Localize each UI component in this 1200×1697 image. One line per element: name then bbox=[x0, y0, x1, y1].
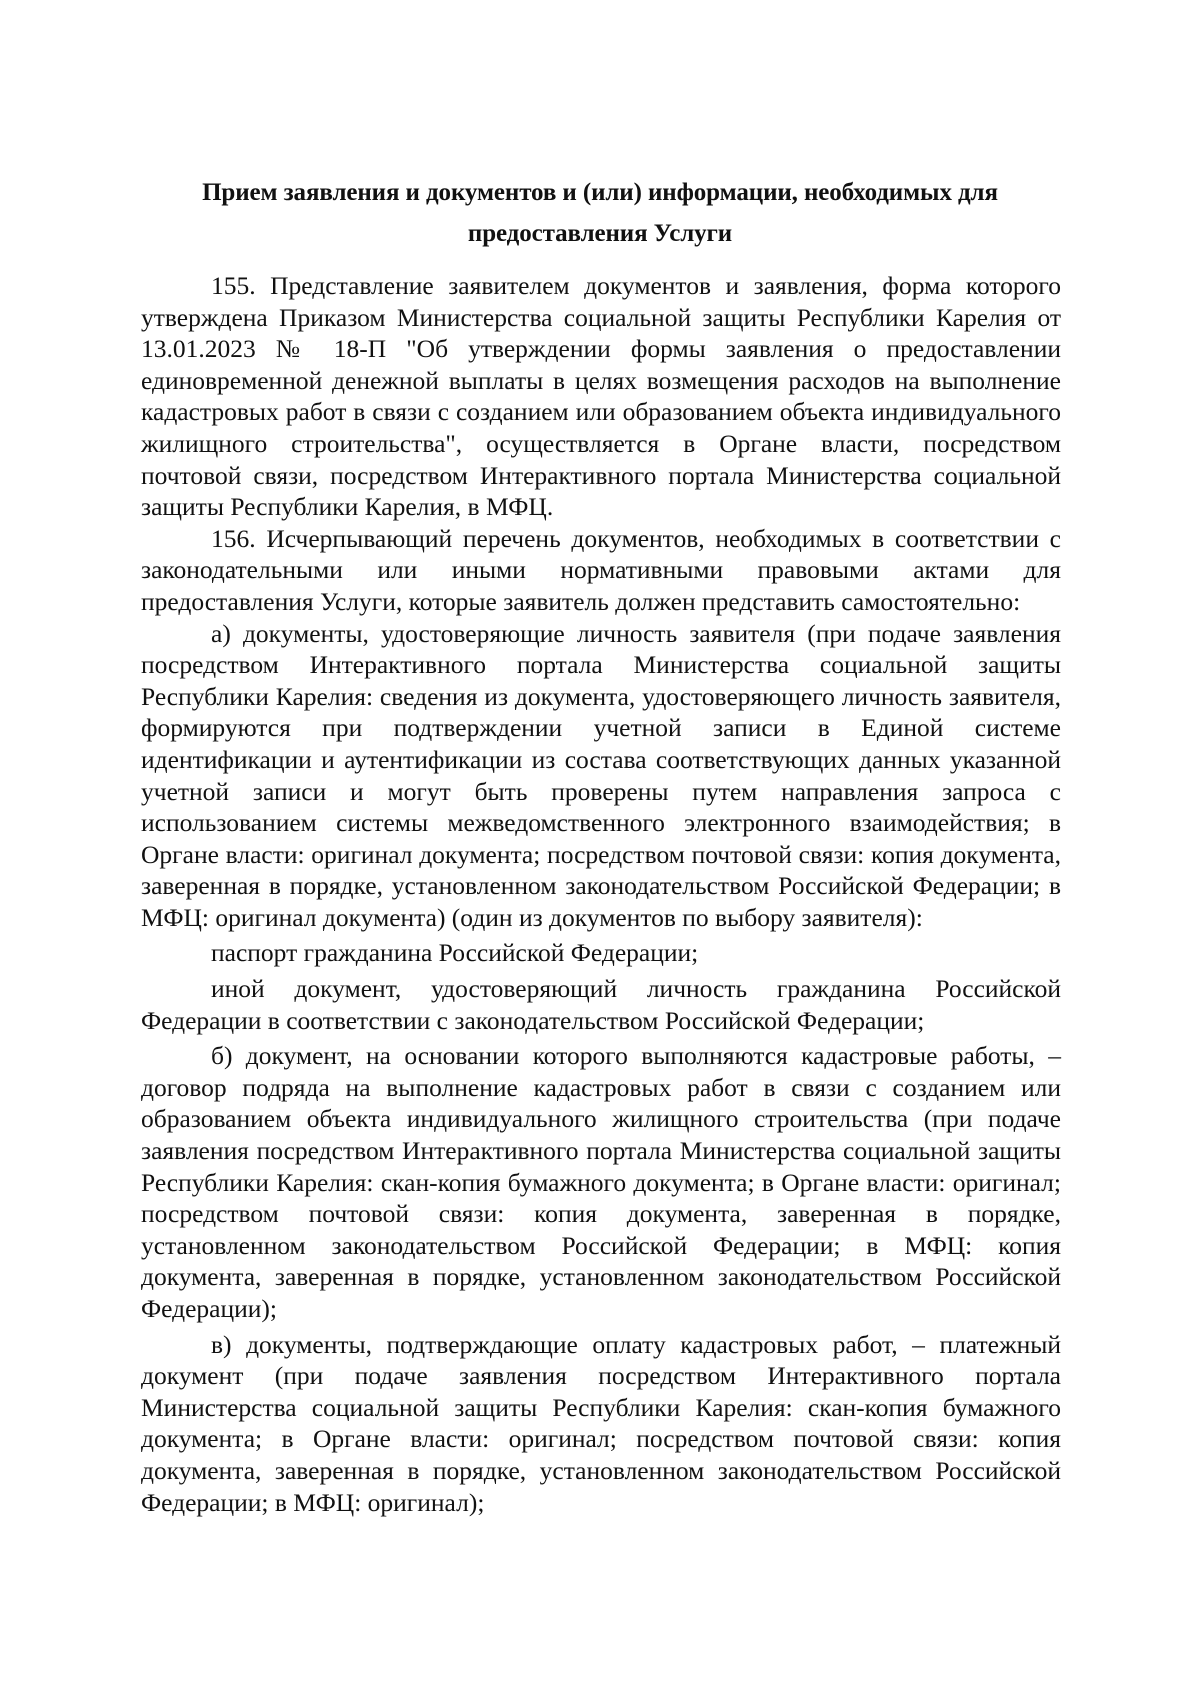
paragraph-155: 155. Представление заявителем документов и заявления, форма которого утверждена Приказом Министерства социальной защиты Республики Карелия от 13.01.2023 № 18-П "Об утверждении формы заявления о предоставлении единовременной денежной выплаты в целях возмещения расходов на выполнение кадастровых работ в связи с созданием или образованием объекта индивидуального жилищного строительства", осуществляется в Органе власти, посредством почтовой связи, посредством Интерактивного портала Министерства социальной защиты Республики Карелия, в МФЦ. bbox=[141, 271, 1061, 522]
list-item-v: в) документы, подтверждающие оплату кадастровых работ, – платежный документ (при подаче заявления посредством Интерактивного портала Министерства социальной защиты Республики Карелия: скан-копия бумажного документа; в Органе власти: оригинал; посредством почтовой связи: копия документа, заверенная в порядке, установленном законодательством Российской Федерации; в МФЦ: оригинал); bbox=[141, 1329, 1061, 1517]
document-body bbox=[141, 270, 1061, 1518]
list-item-a: а) документы, удостоверяющие личность заявителя (при подаче заявления посредством Интерактивного портала Министерства социальной защиты Республики Карелия: сведения из документа, удостоверяющего личность заявителя, формируются при подтверждении учетной записи в Единой системе идентификации и аутентификации из состава соответствующих данных указанной учетной записи и могут быть проверены путем направления запроса с использованием системы межведомственного электронного взаимодействия; в Органе власти: оригинал документа; посредством почтовой связи: копия документа, заверенная в порядке, установленном законодательством Российской Федерации; в МФЦ: оригинал документа) (один из документов по выбору заявителя): bbox=[141, 618, 1061, 932]
paragraph-156: 156. Исчерпывающий перечень документов, необходимых в соответствии с законодательными или иными нормативными правовыми актами для предоставления Услуги, которые заявитель должен представить самостоятельно: bbox=[141, 523, 1061, 616]
section-heading: Прием заявления и документов и (или) информации, необходимых для предоставления Услуги bbox=[202, 179, 998, 247]
list-item-other-document: иной документ, удостоверяющий личность гражданина Российской Федерации в соответствии с законодательством Российской Федерации; bbox=[141, 974, 1061, 1035]
list-item-b: б) документ, на основании которого выполняются кадастровые работы, – договор подряда на выполнение кадастровых работ в связи с созданием или образованием объекта индивидуального жилищного строительства (при подаче заявления посредством Интерактивного портала Министерства социальной защиты Республики Карелия: скан-копия бумажного документа; в Органе власти: оригинал; посредством почтовой связи: копия документа, заверенная в порядке, установленном законодательством Российской Федерации; в МФЦ: копия документа, заверенная в порядке, установленном законодательством Российской Федерации); bbox=[141, 1041, 1061, 1323]
list-item-passport: паспорт гражданина Российской Федерации; bbox=[211, 938, 699, 968]
